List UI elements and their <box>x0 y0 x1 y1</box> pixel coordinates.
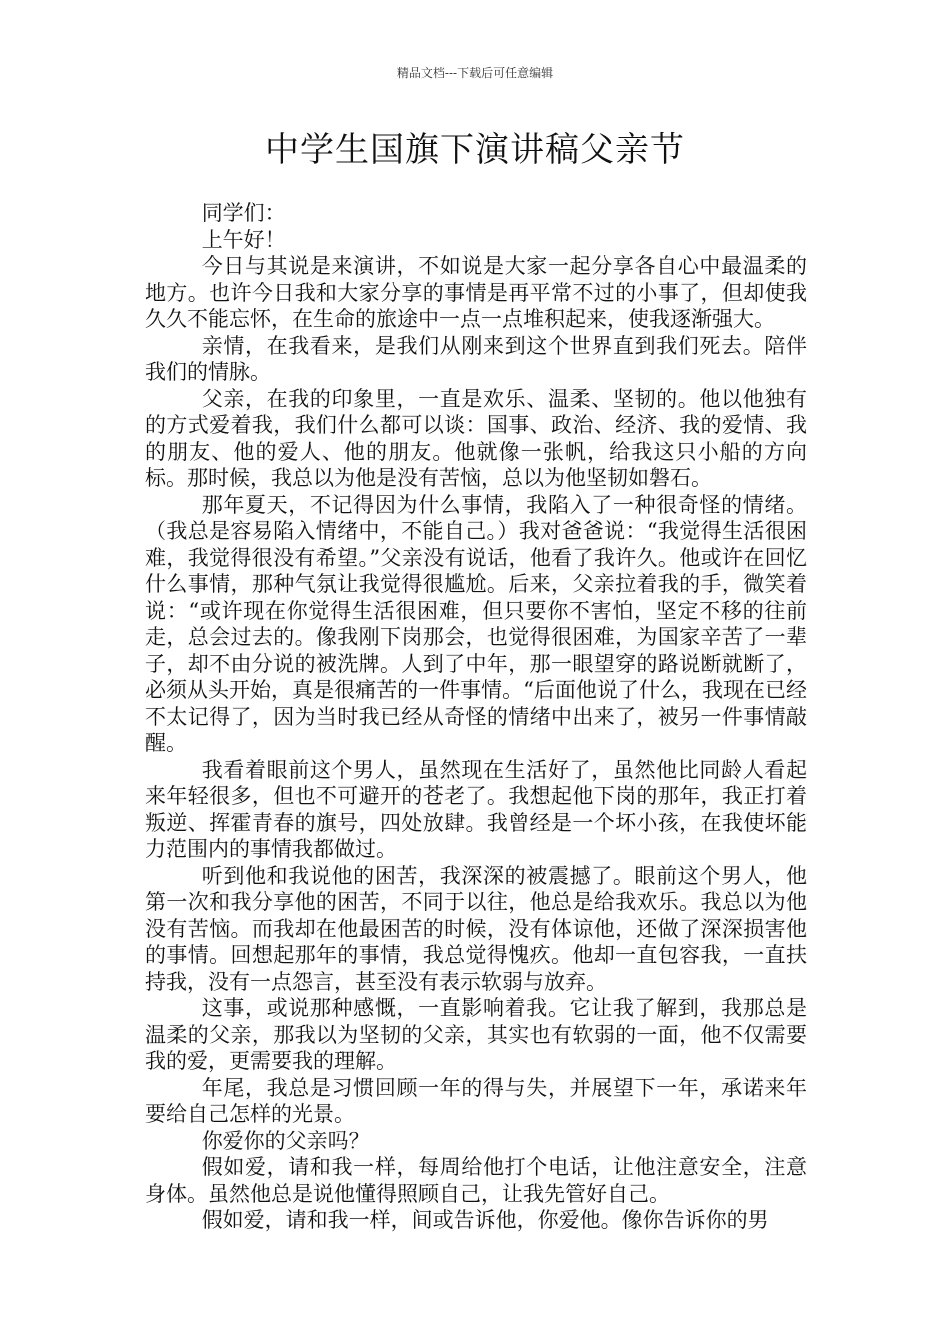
paragraph: 年尾，我总是习惯回顾一年的得与失，并展望下一年，承诺来年要给自己怎样的光景。 <box>145 1075 807 1126</box>
paragraph: 那年夏天，不记得因为什么事情，我陷入了一种很奇怪的情绪。（我总是容易陷入情绪中，不能自己。）我对爸爸说：“我觉得生活很困难，我觉得很没有希望。”父亲没有说话，他看了我许久。他或许在回忆什么事情，那种气氛让我觉得很尴尬。后来，父亲拉着我的手，微笑着说：“或许现在你觉得生活很困难，但只要你不害怕，坚定不移的往前走，总会过去的。像我刚下岗那会，也觉得很困难，为国家辛苦了一辈子，却不由分说的被洗牌。人到了中年，那一眼望穿的路说断就断了，必须从头开始，真是很痛苦的一件事情。“后面他说了什么，我现在已经不太记得了，因为当时我已经从奇怪的情绪中出来了，被另一件事情敲醒。 <box>145 492 807 755</box>
paragraph: 今日与其说是来演讲，不如说是大家一起分享各自心中最温柔的地方。也许今日我和大家分享的事情是再平常不过的小事了，但却使我久久不能忘怀，在生命的旅途中一点一点堆积起来，使我逐渐强大。 <box>145 254 807 331</box>
paragraph-good-morning: 上午好！ <box>201 227 286 252</box>
paragraph: 假如爱，请和我一样，间或告诉他，你爱他。像你告诉你的男 <box>201 1208 769 1232</box>
paragraph: 这事，或说那种感慨，一直影响着我。它让我了解到，我那总是温柔的父亲，那我以为坚韧的父亲，其实也有软弱的一面，他不仅需要我的爱，更需要我的理解。 <box>145 996 807 1073</box>
page-header: 精品文档---下载后可任意编辑 <box>396 66 554 80</box>
paragraph: 听到他和我说他的困苦，我深深的被震撼了。眼前这个男人，他第一次和我分享他的困苦，不同于以往，他总是给我欢乐。我总以为他没有苦恼。而我却在他最困苦的时候，没有体谅他，还做了深深损害他的事情。回想起那年的事情，我总觉得愧疚。他却一直包容我，一直扶持我，没有一点怨言，甚至没有表示软弱与放弃。 <box>145 863 807 994</box>
paragraph: 假如爱，请和我一样，每周给他打个电话，让他注意安全，注意身体。虽然他总是说他懂得照顾自己，让我先管好自己。 <box>145 1155 807 1206</box>
speech-body <box>145 200 807 1234</box>
paragraph: 父亲，在我的印象里，一直是欢乐、温柔、坚韧的。他以他独有的方式爱着我，我们什么都可以谈：国事、政治、经济、我的爱情、我的朋友、他的爱人、他的朋友。他就像一张帆，给我这只小船的方向标。那时候，我总以为他是没有苦恼，总以为他坚韧如磐石。 <box>145 386 807 490</box>
paragraph: 亲情，在我看来，是我们从刚来到这个世界直到我们死去。陪伴我们的情脉。 <box>145 333 807 384</box>
paragraph: 我看着眼前这个男人，虽然现在生活好了，虽然他比同龄人看起来年轻很多，但也不可避开的苍老了。我想起他下岗的那年，我正打着叛逆、挥霍青春的旗号，四处放肆。我曾经是一个坏小孩，在我使坏能力范围内的事情我都做过。 <box>145 757 807 861</box>
document-title: 中学生国旗下演讲稿父亲节 <box>265 130 685 170</box>
paragraph: 你爱你的父亲吗？ <box>201 1128 370 1153</box>
paragraph-greeting: 同学们： <box>201 201 286 225</box>
